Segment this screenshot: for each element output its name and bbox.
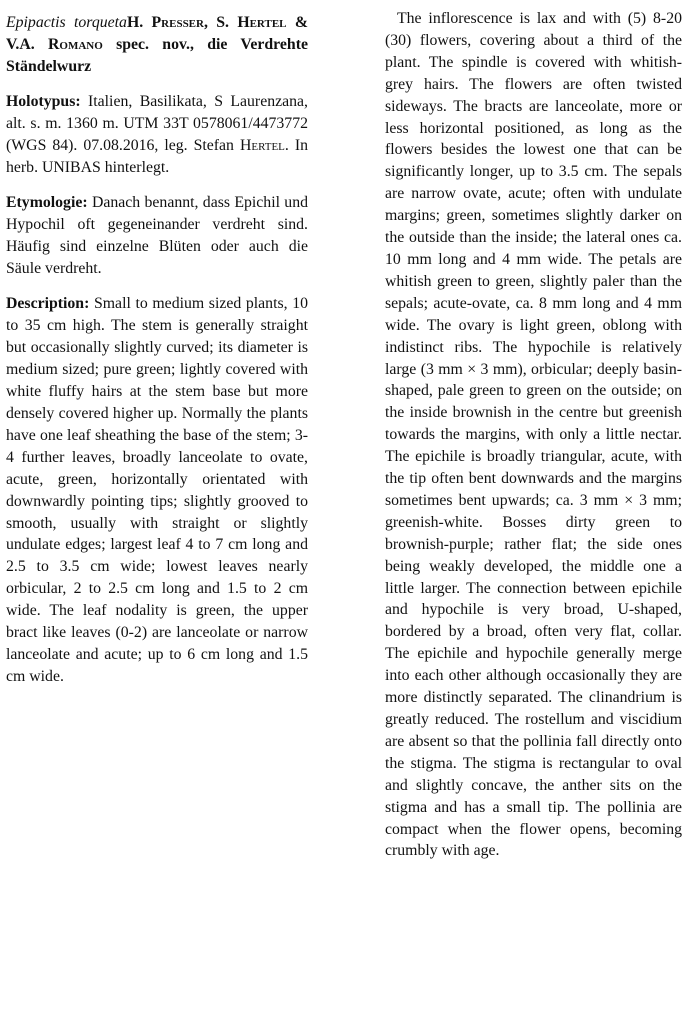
author-hertel: Hertel — [237, 14, 287, 31]
etymology-label: Etymologie: — [6, 194, 88, 212]
author-text-4: spec. nov., die Verdrehte Ständelwurz — [6, 35, 308, 75]
left-column — [6, 0, 308, 701]
author-text-2: , S. — [203, 14, 238, 31]
description-paragraph — [6, 293, 308, 687]
description-label: Description: — [6, 295, 90, 313]
holotype-label: Holotypus: — [6, 93, 81, 111]
holotype-collector: Hertel — [239, 137, 285, 155]
description-text: Small to medium sized plants, 10 to 35 cm high. The stem is generally straight but occasionally slightly curved; its diameter is medium sized; pure green; lightly covered with white fluffy hairs at the stem base but more densely covered higher up. Normally the plants have one leaf sheathing the base of the stem; 3-4 further leaves, broadly lanceolate to ovate, acute, green, horizontally orientated with downwardly pointing tips; slightly grooved to smooth, usually with straight or slightly undulate edges; largest leaf 4 to 7 cm long and 2.5 to 3.5 cm wide; lowest leaves nearly orbicular, 2 to 2.5 cm long and 1.5 to 2 cm wide. The leaf nodality is green, the upper bract like leaves (0-2) are lanceolate or narrow lanceolate and acute; up to 6 cm long and 1.5 cm wide. — [6, 295, 308, 685]
species-name: Epipactis torqueta — [6, 14, 127, 31]
holotype-text-1: Italien, Basilikata, S Laurenzana, alt. s. m. 1360 m. UTM 33T 0578061/4473772 (WGS 84). 07.08.2016, leg. Stefan — [6, 93, 308, 155]
author-text-1: H. — [126, 14, 152, 31]
author-presser: Presser — [151, 14, 204, 31]
etymology-paragraph — [6, 192, 308, 280]
inflorescence-paragraph: The inflorescence is lax and with (5) 8-20 (30) flowers, covering about a third of the plant. The spindle is covered with whitish-grey hairs. The flowers are often twisted sideways. The bracts are lanceolate, more or less horizontal positioned, as long as the flowers besides the lowest one that can be significantly longer, up to 3.5 cm. The sepals are narrow ovate, acute; often with undulate margins; green, sometimes slightly darker on the outside than the inside; the lateral ones ca. 10 mm long and 4 mm wide. The petals are whitish green to green, slightly paler than the sepals; acute-ovate, ca. 8 mm long and 4 mm wide. The ovary is light green, oblong with indistinct ribs. The hypochile is relatively large (3 mm × 3 mm), orbicular; deeply basin-shaped, pale green to green on the outside; on the inside brownish in the centre but greenish towards the margins, with only a little nectar. The epichile is broadly triangular, acute, with the tip often bent downwards and the margins sometimes bent upwards; ca. 3 mm × 3 mm; greenish-white. Bosses dirty green to brownish-purple; rather flat; the side ones being weakly developed, the middle one a little larger. The connection between epichile and hypochile is very broad, U-shaped, bordered by a broad, often very flat, collar. The epichile and hypochile generally merge into each other although occasionally they are more distinctly separated. The clinandrium is greatly reduced. The rostellum and viscidium are absent so that the pollinia fall directly onto the stigma. The stigma is rectangular to oval and slightly concave, the anther sits on the stigma and has a small tip. The pollinia are compact when the flower opens, becoming crumbly with age. — [385, 10, 682, 860]
author-text-3: & V.A. — [6, 14, 308, 53]
right-column — [385, 0, 682, 862]
author-romano: Romano — [47, 35, 103, 53]
holotype-text-2: . In herb. UNIBAS hinterlegt. — [6, 137, 308, 176]
etymology-text: Danach benannt, dass Epichil und Hypochil oft gegeneinander verdreht sind. Häufig sind einzelne Blüten oder auch die Säule verdreht. — [6, 194, 308, 278]
holotype-paragraph — [6, 91, 308, 179]
species-heading — [6, 12, 308, 78]
